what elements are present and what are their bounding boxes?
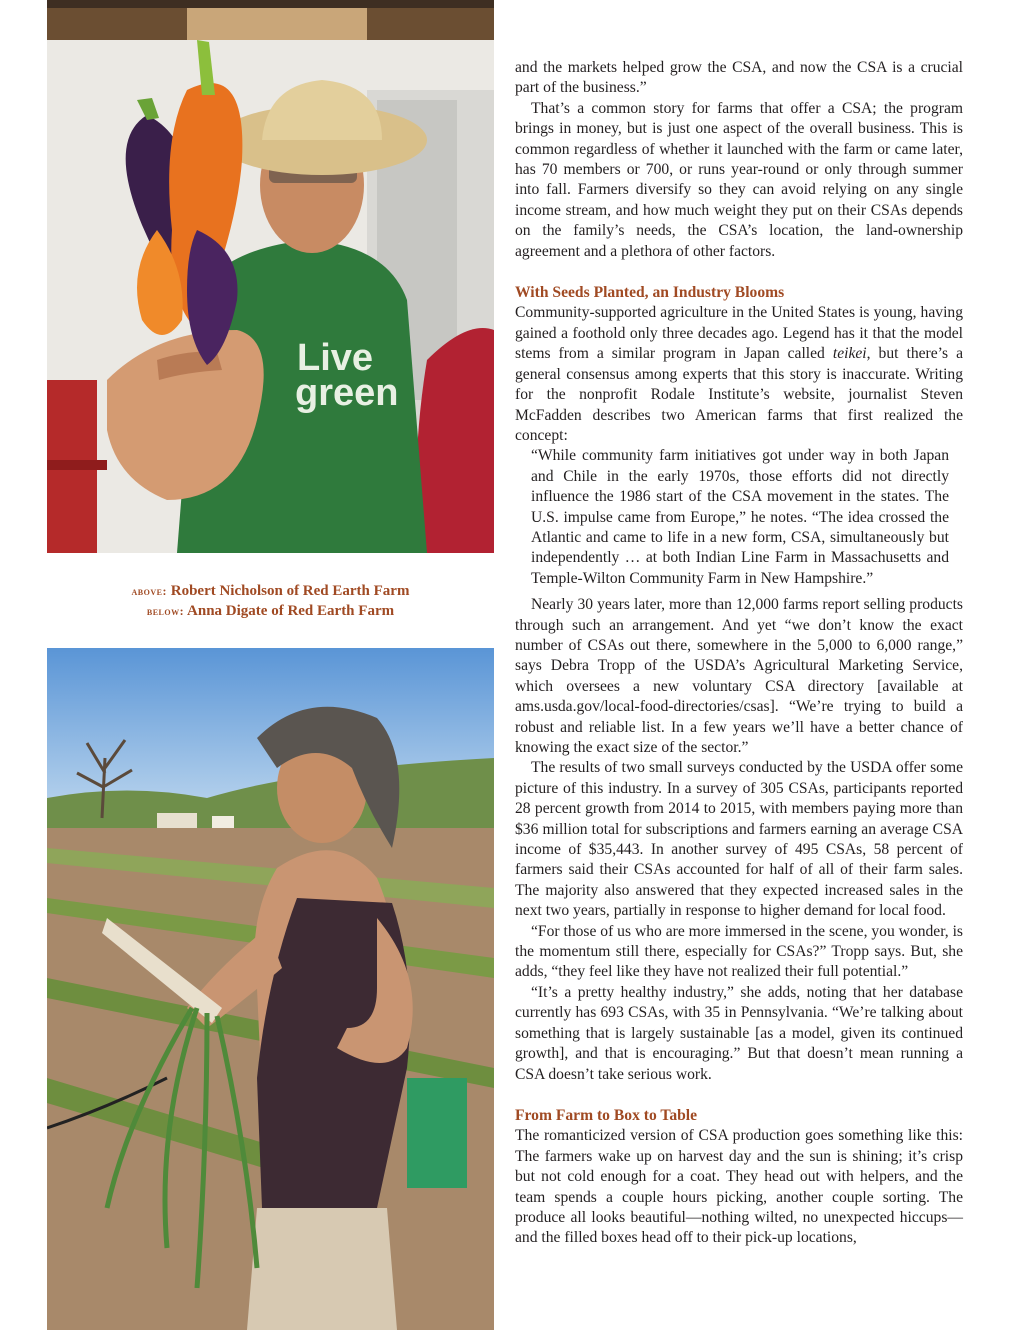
paragraph-text: Community-supported agriculture in the United States is young, having gained a foothold only three decades ago. Legend has it that the model stems from a similar program in Japan called — [515, 304, 963, 363]
caption-below-text: Anna Digate of Red Earth Farm — [184, 603, 395, 619]
photo-captions — [47, 581, 494, 621]
quote-text: “While community farm initiatives got under way in both Japan and Chile in the early 1970s, those efforts did not directly influence the 1986 start of the CSA movement in the states. The U.S. impulse came from Europe,” he notes. “The idea crossed the Atlantic and came to life in a new form, CSA, simultaneously but independently … at both Indian Line Farm in Massachusetts and Temple-Wilton Community Farm in New Hampshire.” — [531, 447, 949, 587]
caption-below-label: below: — [146, 604, 185, 618]
caption-above — [47, 581, 494, 601]
article-paragraph — [515, 303, 963, 446]
section-heading: From Farm to Box to Table — [515, 1106, 698, 1124]
article-column — [515, 58, 963, 1249]
caption-above-label: above: — [131, 584, 167, 598]
emphasis-text: teikei — [832, 345, 867, 363]
photo-anna-digate — [47, 648, 494, 1330]
shirt-text-2: green — [295, 372, 399, 414]
article-paragraph: “For those of us who are more immersed in the scene, you wonder, is the momentum still there, especially for CSAs?” Tropp says. But, she adds, “they feel like they have not realized their full potential.” — [515, 922, 963, 981]
article-paragraph: The results of two small surveys conducted by the USDA offer some picture of this industry. In a survey of 305 CSAs, participants reported 28 percent growth from 2014 to 2015, with members paying more than $36 million total for subscriptions and farmers earning an average CSA income of $35,443. In another survey of 495 CSAs, 58 percent of farmers said their CSAs accounted for half of all of their farm sales. The majority also answered that they expected increased sales in the next two years, partially in response to higher demand for local food. — [515, 759, 963, 920]
block-quote — [531, 446, 949, 589]
article-paragraph: The romanticized version of CSA production goes something like this: The farmers wake up on harvest day and the sun is shining; it’s crisp but not cold enough for a coat. They head out with helpers, and the team spends a couple hours picking, another couple sorting. The produce all looks beautiful—nothing wilted, no unexpected hiccups—and the filled boxes head off to their pick-up locations, — [515, 1127, 963, 1247]
article-paragraph: “It’s a pretty healthy industry,” she adds, noting that her database currently has 693 CSAs, with 35 in Pennsylvania. “We’re talking about something that is largely sustainable [as a model, given its continued growth], and that is encouraging.” But that doesn’t mean running a CSA doesn’t take serious work. — [515, 983, 963, 1083]
article-paragraph: That’s a common story for farms that offer a CSA; the program brings in money, but is just one aspect of the overall business. This is common regardless of whether it launched with the farm or came later, has 70 members or 700, or runs year-round or only through summer into fall. Farmers diversify so they can avoid relying on any single income stream, and how much weight they put on their CSAs depends on the family’s needs, the CSA’s location, the land-ownership agreement and a plethora of other factors. — [515, 99, 963, 260]
section-heading: With Seeds Planted, an Industry Blooms — [515, 284, 785, 302]
photo-robert-nicholson — [47, 0, 494, 553]
caption-below — [47, 601, 494, 621]
article-paragraph: and the markets helped grow the CSA, and now the CSA is a crucial part of the business.” — [515, 59, 963, 97]
article-paragraph: Nearly 30 years later, more than 12,000 farms report selling products through such an arrangement. And yet “we don’t know the exact number of CSAs out there, somewhere in the 5,000 to 6,000 range,” says Debra Tropp of the USDA’s Agricultural Marketing Service, which oversees a new voluntary CSA directory [available at ams.usda.gov/local-food-directories/csas]. “We’re trying to build a robust and reliable list. In a few years we’ll have a better chance of knowing the exact size of the sector.” — [515, 596, 963, 756]
shirt-text-1: Live — [297, 337, 374, 379]
caption-above-text: Robert Nicholson of Red Earth Farm — [166, 583, 410, 599]
paragraph-text: , but there’s a general consensus among experts that this story is inaccurate. Writing for the nonprofit Rodale Institute’s website, journalist Steven McFadden describes two American farms that first realized the concept: — [515, 345, 963, 444]
